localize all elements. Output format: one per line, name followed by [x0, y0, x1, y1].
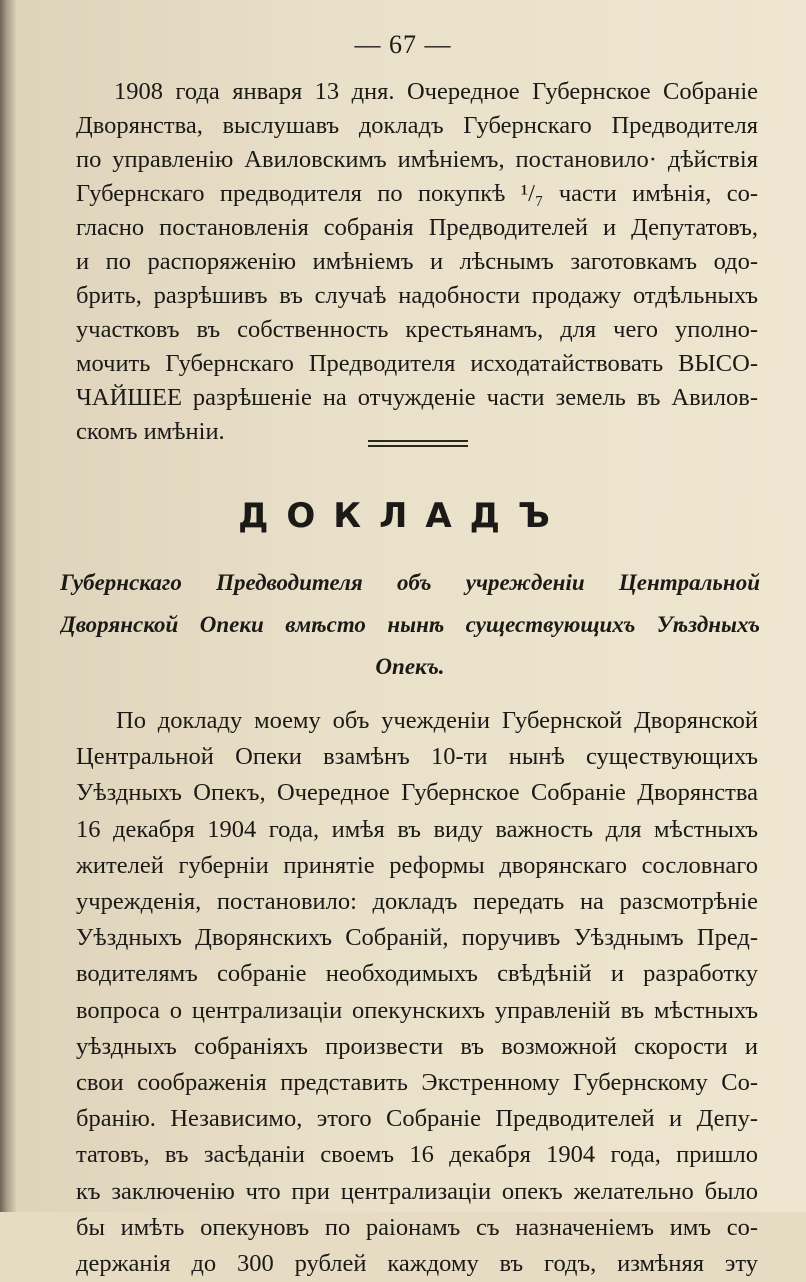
text-line: участковъ въ собственность крестьянамъ, для чего уполно- — [76, 316, 758, 343]
text-line: 16 декабря 1904 года, имѣя въ виду важность для мѣстныхъ — [76, 815, 758, 843]
text-line: гласно постановленія собранія Предводителей и Депутатовъ, — [76, 214, 758, 241]
text-line: уѣздныхъ собраніяхъ произвести въ возможной скорости и — [76, 1032, 758, 1060]
text-line: Центральной Опеки взамѣнъ 10-ти нынѣ существующихъ — [76, 743, 758, 771]
report-subtitle — [60, 562, 760, 688]
section-divider — [368, 440, 468, 450]
page-number: — 67 — — [354, 30, 452, 59]
text-line: бы имѣть опекуновъ по раіонамъ съ назначеніемъ имъ со- — [76, 1213, 758, 1241]
text-line: учрежденія, постановило: докладъ передать на разсмотрѣніе — [76, 888, 758, 916]
resolution-paragraph — [76, 75, 758, 449]
text-line: къ заключенію что при централизаціи опекъ желательно было — [76, 1177, 758, 1205]
text-line: татовъ, въ засѣданіи своемъ 16 декабря 1904 года, пришло — [76, 1141, 758, 1169]
text-line: По докладу моему объ учежденіи Губернской Дворянской — [116, 707, 758, 734]
text-line: и по распоряженію имѣніемъ и лѣснымъ заготовкамъ одо- — [76, 248, 758, 275]
text-line: держанія до 300 рублей каждому въ годъ, измѣняя эту — [76, 1250, 758, 1278]
text-line: бранію. Независимо, этого Собраніе Предводителей и Депу- — [76, 1105, 758, 1133]
text-line: 1908 года января 13 дня. Очередное Губернское Собраніе — [114, 78, 758, 105]
text-line: водителямъ собраніе необходимыхъ свѣдѣній и разработку — [76, 960, 758, 988]
text-line: свои соображенія представить Экстренному Губернскому Со- — [76, 1069, 758, 1097]
text-line: ЧАЙШЕЕ разрѣшеніе на отчужденіе части земель въ Авилов- — [76, 384, 758, 411]
text-line: скомъ имѣніи. — [76, 418, 225, 445]
text-line: Уѣздныхъ Дворянскихъ Собраній, поручивъ Уѣзднымъ Пред- — [76, 924, 758, 952]
text-line: Губернскаго предводителя по покупкѣ ¹/₇ части имѣнія, со- — [76, 180, 758, 207]
text-line: жителей губерніи принятіе реформы дворянскаго сословнаго — [76, 851, 758, 879]
section-heading: ДОКЛАДЪ — [238, 496, 568, 536]
text-line: Уѣздныхъ Опекъ, Очередное Губернское Собраніе Дворянства — [76, 779, 758, 807]
subtitle-line: Дворянской Опеки вмѣсто нынѣ существующихъ Уѣздныхъ — [60, 612, 760, 637]
text-line: брить, разрѣшивъ въ случаѣ надобности продажу отдѣльныхъ — [76, 282, 758, 309]
text-line: по управленію Авиловскимъ имѣніемъ, постановило· дѣйствія — [76, 146, 758, 173]
subtitle-line: Губернскаго Предводителя объ учрежденіи Центральной — [60, 570, 760, 595]
text-line: Дворянства, выслушавъ докладъ Губернскаго Предводителя — [76, 112, 758, 139]
text-line: мочить Губернскаго Предводителя исходатайствовать ВЫСО- — [76, 350, 758, 377]
text-line: вопроса о централизаціи опекунскихъ управленій въ мѣстныхъ — [76, 996, 758, 1024]
book-spine-shadow — [0, 0, 16, 1212]
report-paragraph — [76, 703, 758, 1282]
subtitle-line: Опекъ. — [375, 654, 445, 679]
